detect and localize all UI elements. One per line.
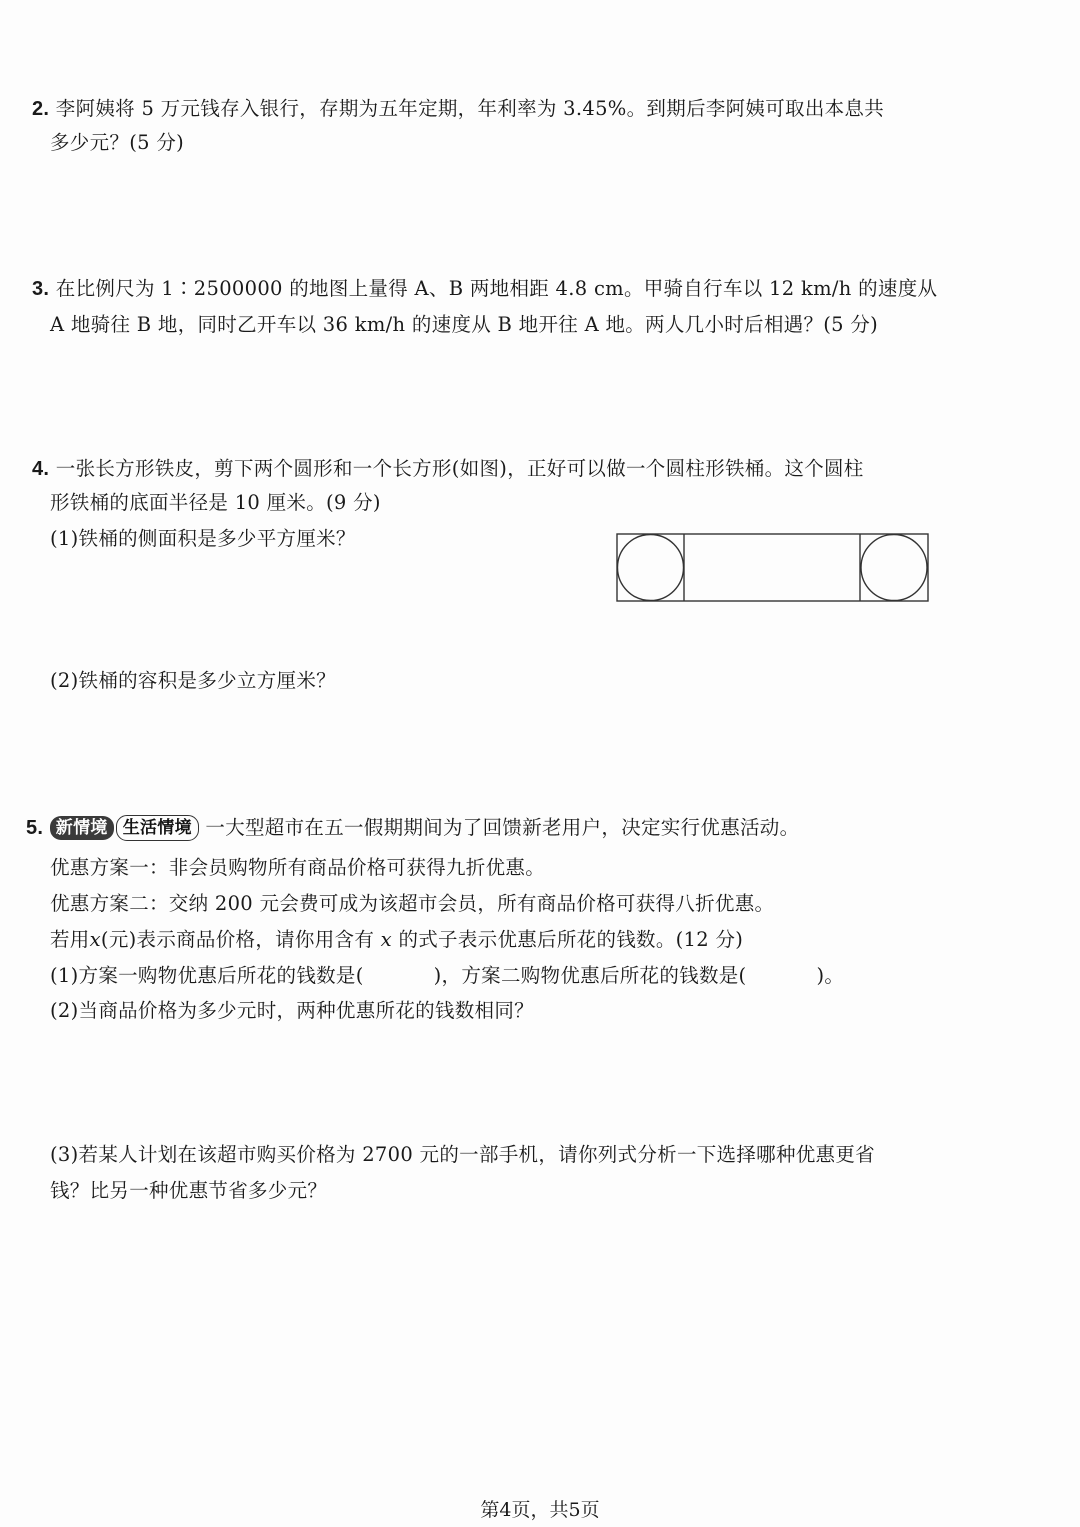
variable-x-2: x (380, 928, 392, 951)
q2-text-1: 李阿姨将 5 万元钱存入银行，存期为五年定期，年利率为 3.45%。到期后李阿姨可取出本息共 (55, 97, 885, 120)
sheet-outline (617, 534, 928, 601)
q5-line-1 (26, 815, 799, 841)
q5-sub-2: (2)当商品价格为多少元时，两种优惠所花的钱数相同？ (50, 999, 534, 1022)
variable-x: x (89, 928, 101, 951)
q5-intro-c: 的式子表示优惠后所花的钱数。(12 分) (398, 928, 744, 951)
q4-number: 4. (32, 458, 50, 480)
q4-sub-1: (1)铁桶的侧面积是多少平方厘米？ (50, 527, 356, 550)
q4-text-2: 形铁桶的底面半径是 10 厘米。(9 分) (50, 491, 381, 514)
q5-sub-1-c: )。 (816, 964, 845, 987)
q2-text-2: 多少元？(5 分) (50, 131, 185, 154)
q5-sub-1-b: )，方案二购物优惠后所花的钱数是( (433, 964, 747, 987)
page-number: 第4页，共5页 (480, 1499, 600, 1521)
tin-sheet-figure (616, 533, 930, 603)
q5-sub-3-line-1: (3)若某人计划在该超市购买价格为 2700 元的一部手机，请你列式分析一下选择哪种优惠更省 (50, 1143, 875, 1166)
new-context-tag: 新情境 (50, 816, 114, 840)
q5-intro (50, 927, 743, 953)
q5-sub-1-a: (1)方案一购物优惠后所花的钱数是( (50, 964, 364, 987)
q4-line-1 (32, 456, 864, 482)
q5-plan-1: 优惠方案一：非会员购物所有商品价格可获得九折优惠。 (50, 856, 546, 879)
q5-text-1: 一大型超市在五一假期期间为了回馈新老用户，决定实行优惠活动。 (205, 816, 800, 839)
q4-text-1: 一张长方形铁皮，剪下两个圆形和一个长方形(如图)，正好可以做一个圆柱形铁桶。这个圆柱 (55, 457, 864, 480)
right-circle (861, 535, 927, 601)
q5-number: 5. (26, 817, 44, 839)
q3-line-1 (32, 276, 937, 302)
q2-line-1 (32, 96, 884, 122)
left-circle (618, 535, 684, 601)
q5-sub-3-line-2: 钱？比另一种优惠节省多少元？ (50, 1179, 328, 1202)
q3-text-2: A 地骑往 B 地，同时乙开车以 36 km/h 的速度从 B 地开往 A 地。两人几小时后相遇？(5 分) (50, 313, 879, 336)
q3-text-1: 在比例尺为 1∶2500000 的地图上量得 A、B 两地相距 4.8 cm。甲骑自行车以 12 km/h 的速度从 (55, 277, 938, 300)
q5-sub-1 (50, 963, 844, 989)
q2-number: 2. (32, 98, 50, 120)
q3-number: 3. (32, 278, 50, 300)
q5-intro-a: 若用 (50, 928, 90, 951)
q4-sub-2: (2)铁桶的容积是多少立方厘米？ (50, 669, 336, 692)
q5-intro-b: (元)表示商品价格，请你用含有 (100, 928, 375, 951)
life-context-tag: 生活情境 (116, 815, 199, 841)
q5-plan-2: 优惠方案二：交纳 200 元会费可成为该超市会员，所有商品价格可获得八折优惠。 (50, 892, 775, 915)
